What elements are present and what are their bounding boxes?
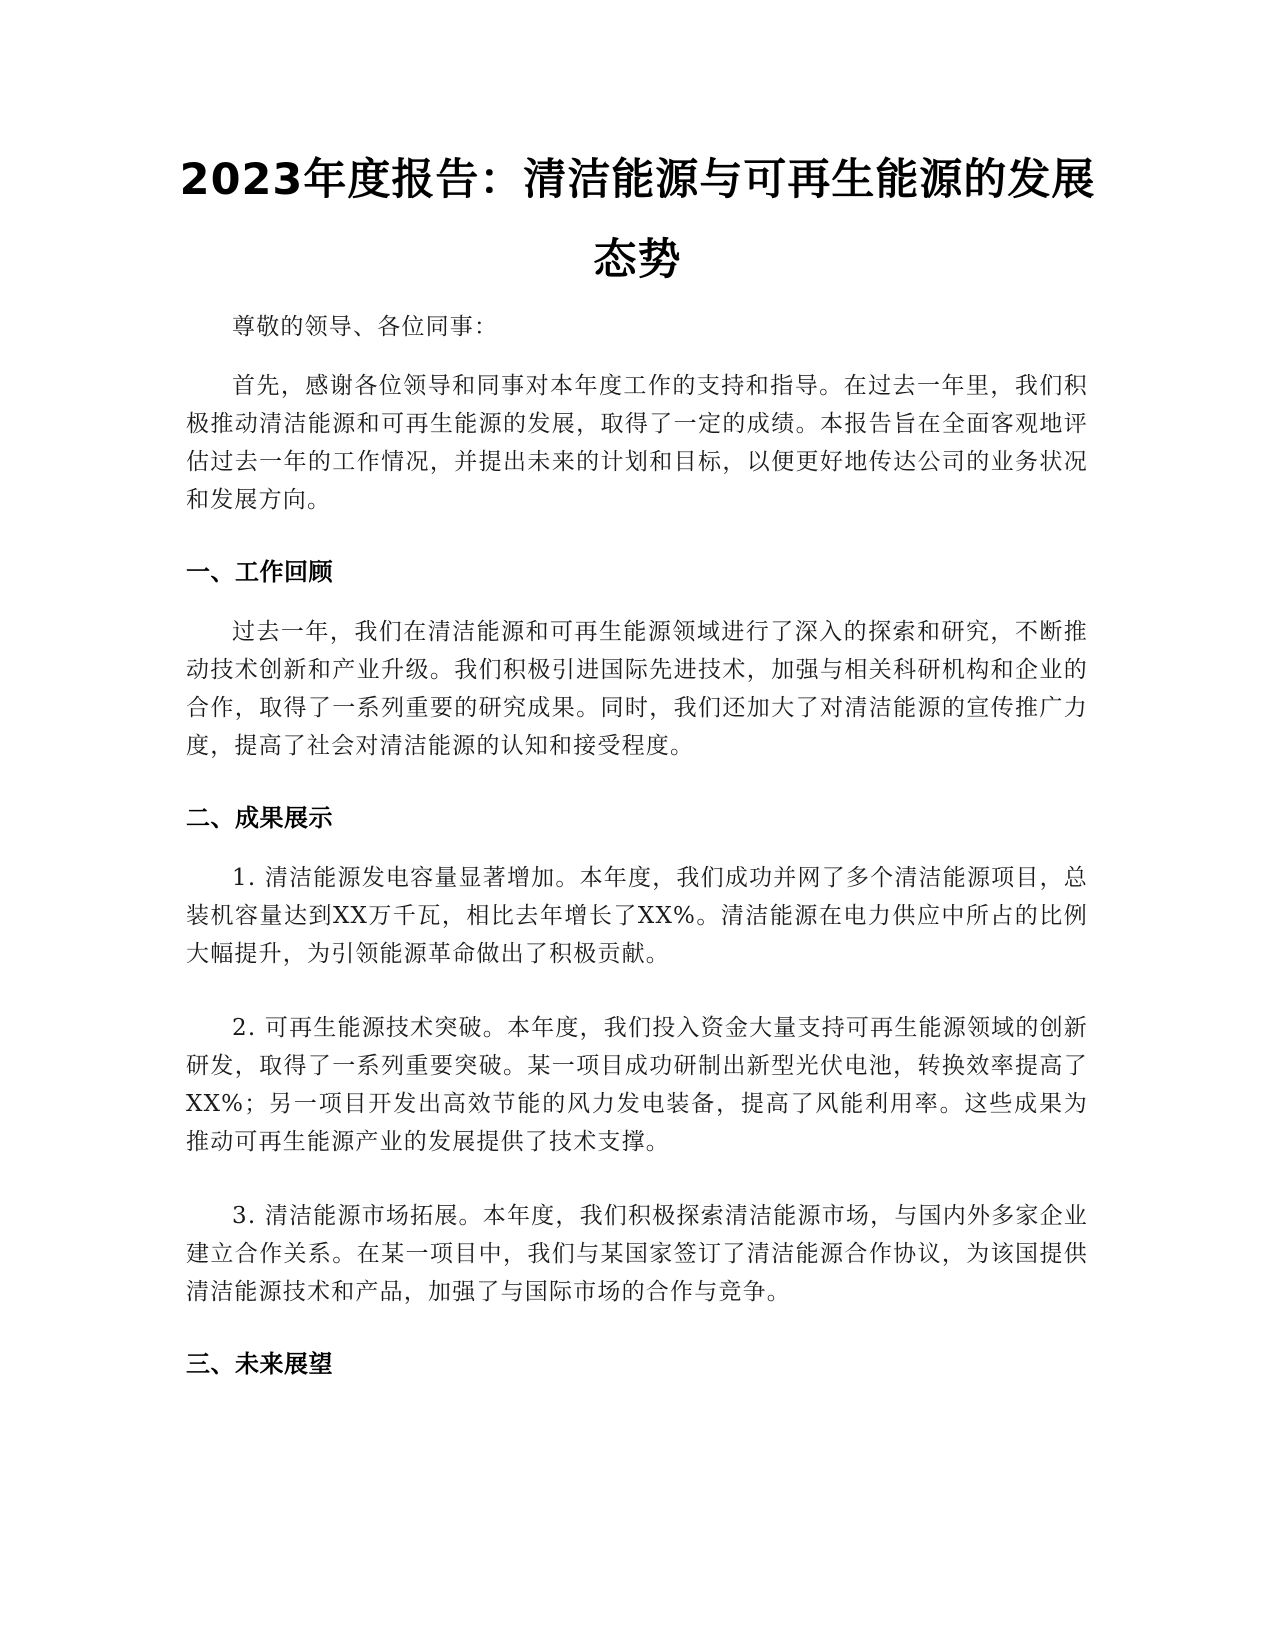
document-title: 2023年度报告：清洁能源与可再生能源的发展态势 (179, 155, 1096, 285)
intro-paragraph: 首先，感谢各位领导和同事对本年度工作的支持和指导。在过去一年里，我们积极推动清洁能源和可再生能源的发展，取得了一定的成绩。本报告旨在全面客观地评估过去一年的工作情况，并提出未来的计划和目标，以便更好地传达公司的业务状况和发展方向。 (186, 373, 1088, 513)
section-heading-achievements: 二、成果展示 (186, 804, 333, 832)
section-heading-work-review: 一、工作回顾 (186, 558, 333, 586)
achievement-item-2: 2. 可再生能源技术突破。本年度，我们投入资金大量支持可再生能源领域的创新研发，取得了一系列重要突破。某一项目成功研制出新型光伏电池，转换效率提高了XX%；另一项目开发出高效节能的风力发电装备，提高了风能利用率。这些成果为推动可再生能源产业的发展提供了技术支撑。 (186, 1015, 1088, 1155)
achievement-item-1: 1. 清洁能源发电容量显著增加。本年度，我们成功并网了多个清洁能源项目，总装机容量达到XX万千瓦，相比去年增长了XX%。清洁能源在电力供应中所占的比例大幅提升，为引领能源革命做出了积极贡献。 (186, 865, 1088, 967)
greeting-paragraph: 尊敬的领导、各位同事： (232, 314, 499, 340)
achievement-item-3: 3. 清洁能源市场拓展。本年度，我们积极探索清洁能源市场，与国内外多家企业建立合作关系。在某一项目中，我们与某国家签订了清洁能源合作协议，为该国提供清洁能源技术和产品，加强了与国际市场的合作与竞争。 (186, 1203, 1088, 1305)
section-heading-outlook: 三、未来展望 (186, 1350, 333, 1378)
work-review-paragraph: 过去一年，我们在清洁能源和可再生能源领域进行了深入的探索和研究，不断推动技术创新和产业升级。我们积极引进国际先进技术，加强与相关科研机构和企业的合作，取得了一系列重要的研究成果。同时，我们还加大了对清洁能源的宣传推广力度，提高了社会对清洁能源的认知和接受程度。 (186, 619, 1088, 759)
